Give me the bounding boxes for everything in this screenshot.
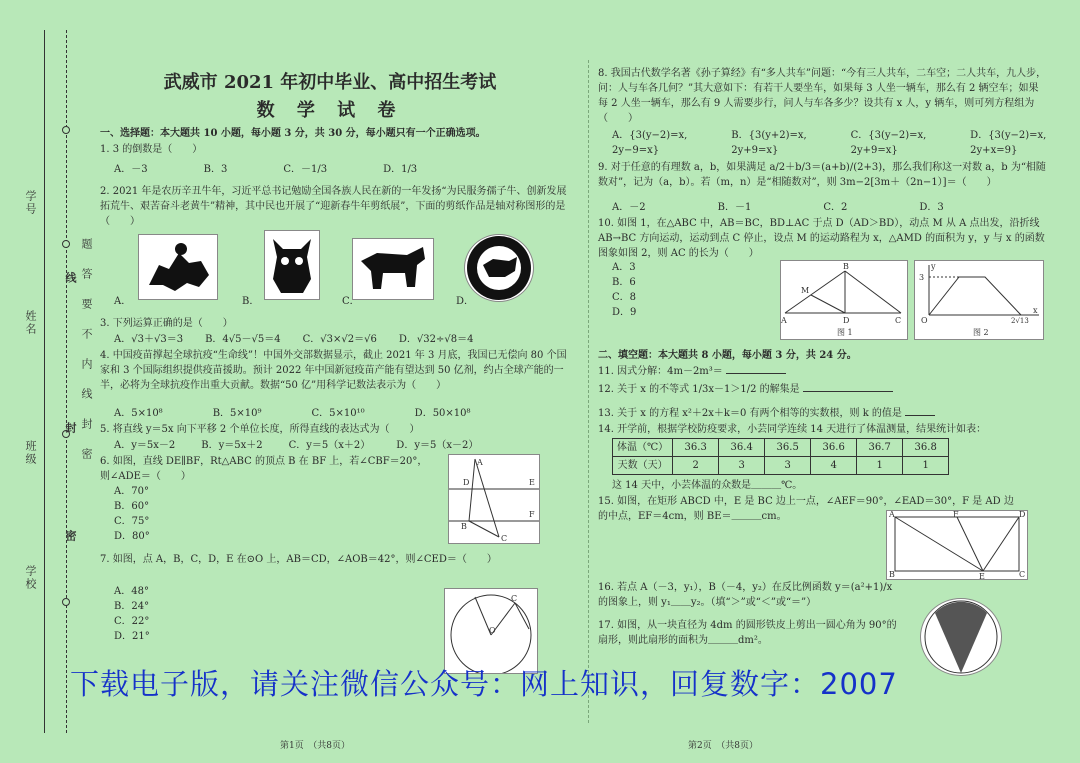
svg-text:D: D <box>1019 511 1026 519</box>
question-17 <box>598 618 898 648</box>
footer-left-page: 第1页 （共8页） <box>280 741 350 751</box>
table-cell: 36.3 <box>673 439 719 457</box>
answer-blank[interactable] <box>803 382 893 392</box>
option-b: B．－1 <box>717 202 752 213</box>
table-cell: 36.8 <box>903 439 949 457</box>
footer-right-page: 第2页 （共8页） <box>688 741 758 751</box>
q-text: 3 的倒数是（ ） <box>112 144 203 155</box>
binding-label-student-id: 学号 <box>24 190 37 216</box>
svg-text:E: E <box>529 478 535 487</box>
svg-text:A: A <box>889 511 895 519</box>
option-c: C．5×10¹⁰ <box>311 408 365 419</box>
q-num: 16. <box>598 582 614 593</box>
svg-text:F: F <box>953 511 959 519</box>
question-7 <box>100 552 570 567</box>
q-num: 4. <box>100 350 110 361</box>
option-c: C．－1/3 <box>283 164 328 175</box>
option-d: D．50×10⁸ <box>414 408 471 419</box>
q8-options <box>612 128 1062 158</box>
q-num: 11. <box>598 366 614 377</box>
svg-text:O: O <box>489 626 496 635</box>
binding-hole <box>62 126 70 134</box>
table-row <box>613 439 949 457</box>
option-d: D．80° <box>114 531 150 542</box>
section-2-heading: 二、填空题：本大题共 8 小题，每小题 3 分，共 24 分。 <box>598 350 857 361</box>
table-cell: 4 <box>811 457 857 475</box>
option-b: B．5×10⁹ <box>212 408 262 419</box>
q-num: 7. <box>100 554 110 565</box>
q-text: 如图，在矩形 ABCD 中，E 是 BC 边上一点，∠AEF＝90°，∠EAD＝30°，F 是 AD 边的中点，EF＝4cm，则 BE＝＿＿＿cm。 <box>598 496 1014 522</box>
option-c: C．22° <box>114 616 150 627</box>
marker-line: 线 <box>64 272 77 285</box>
exam-title: 武威市 2021 年初中毕业、高中招生考试 <box>163 72 497 93</box>
marker-secret: 密 <box>64 530 77 543</box>
option-d: D．y＝5（x－2） <box>396 440 479 451</box>
q-text: 对于任意的有理数 a，b，如果满足 a/2＋b/3＝(a+b)/(2+3)，那么我们称这一对数 a，b 为“相随数对”，记为（a，b）。若（m，n）是“相随数对”，则 3m−2[3m＋（2n−1）]＝（ ） <box>598 162 1046 188</box>
option-a: A．{3(y−2)=x, 2y−9=x} <box>612 130 688 156</box>
q6-options <box>114 484 214 544</box>
seal-char: 答 <box>80 268 93 281</box>
q-num: 13. <box>598 408 614 419</box>
q-text: 如图，直线 DE∥BF，Rt△ABC 的顶点 B 在 BF 上，若∠CBF＝20°，则∠ADE＝（ ） <box>100 456 428 482</box>
q-text: 中国疫苗撑起全球抗疫“生命线”！中国外交部数据显示，截止 2021 年 3 月底，我国已无偿向 80 个国家和 3 个国际组织提供疫苗援助。预计 2022 年中国新冠疫苗产能有望达到 50 亿剂，约占全球产能的一半，必将为全球抗疫作出重大贡献。数据“50 亿”用科学记数法表示为（ ） <box>100 350 567 391</box>
option-a: A．70° <box>114 486 149 497</box>
graph-origin: O <box>921 316 928 325</box>
option-a: A．√3＋√3＝3 <box>114 334 184 345</box>
svg-text:B: B <box>461 522 467 531</box>
table-cell: 36.7 <box>857 439 903 457</box>
table-row <box>613 457 949 475</box>
table-cell: 36.6 <box>811 439 857 457</box>
q-num: 9. <box>598 162 608 173</box>
seal-char: 封 <box>80 418 93 431</box>
papercut-image-d <box>464 234 534 302</box>
binding-margin <box>0 0 96 763</box>
seal-char: 不 <box>80 328 93 341</box>
graph-end: 2√13 <box>1011 317 1029 325</box>
q-text: 我国古代数学名著《孙子算经》有“多人共车”问题：“今有三人共车，二车空；二人共车，九人步，问：人与车各几何？”其大意如下：有若干人要坐车，如果每 3 人坐一辆车，那么有 2 辆空车；如果每 2 人坐一辆车，那么有 9 人需要步行，问人与车各多少？设共有 x 人，y 辆车，则可列方程组为（ ） <box>598 68 1047 124</box>
option-a: A．－3 <box>114 164 148 175</box>
question-9 <box>598 160 1048 190</box>
svg-text:C: C <box>501 534 508 543</box>
q-text: 如图，点 A，B，C，D，E 在⊙O 上，AB＝CD，∠AOB＝42°，则∠CED＝（ ） <box>112 554 497 565</box>
seal-char: 线 <box>80 388 93 401</box>
option-c: C．8 <box>612 292 637 303</box>
question-6 <box>100 454 430 484</box>
q3-options <box>114 332 584 347</box>
exam-subtitle: 数 学 试 卷 <box>256 100 404 121</box>
table-cell: 36.5 <box>765 439 811 457</box>
papercut-image-b <box>264 230 320 300</box>
svg-text:D: D <box>463 478 470 487</box>
seal-char: 题 <box>80 238 93 251</box>
q-num: 3. <box>100 318 110 329</box>
option-b: B．y＝5x＋2 <box>201 440 263 451</box>
option-d: D．1/3 <box>383 164 418 175</box>
temperature-table <box>612 438 949 475</box>
question-8 <box>598 66 1048 126</box>
option-d: D．√32÷√8＝4 <box>398 334 474 345</box>
binding-line-1 <box>44 30 45 733</box>
question-10 <box>598 216 1048 261</box>
q-num: 14. <box>598 424 614 435</box>
q-num: 10. <box>598 218 614 229</box>
answer-blank[interactable] <box>726 364 786 374</box>
right-column <box>598 66 1048 686</box>
marker-seal: 封 <box>64 422 77 435</box>
option-b: B．6 <box>612 277 636 288</box>
q-text: 将直线 y＝5x 向下平移 2 个单位长度，所得直线的表达式为（ ） <box>112 424 420 435</box>
question-13 <box>598 406 1048 421</box>
q-text: 如图，从一块直径为 4dm 的圆形铁皮上剪出一圆心角为 90°的扇形，则此扇形的面积为＿＿＿dm²。 <box>598 620 897 646</box>
table-cell: 1 <box>903 457 949 475</box>
table-cell: 3 <box>765 457 811 475</box>
option-a: A．48° <box>114 586 149 597</box>
q15-figure <box>886 510 1028 580</box>
answer-blank[interactable] <box>905 406 935 416</box>
papercut-image-c <box>352 238 434 300</box>
option-d: D．{3(y−2)=x, 2y+x=9} <box>970 130 1047 156</box>
question-4 <box>100 348 570 393</box>
binding-label-class: 班级 <box>24 440 37 466</box>
svg-text:C: C <box>895 316 902 325</box>
q-num: 15. <box>598 496 614 507</box>
option-c: C．2 <box>823 202 848 213</box>
q-text: 下列运算正确的是（ ） <box>112 318 233 329</box>
question-1 <box>100 142 570 157</box>
option-d: D． <box>456 296 475 307</box>
q-text: 因式分解：4m－2m³＝ <box>617 366 723 377</box>
question-11 <box>598 364 1048 379</box>
question-14 <box>598 422 1048 437</box>
fig2-caption: 图 2 <box>973 328 989 337</box>
question-14-tail <box>612 478 1062 493</box>
binding-line-2 <box>66 30 67 733</box>
binding-label-school: 学校 <box>24 565 37 591</box>
page-divider <box>588 60 589 723</box>
svg-text:C: C <box>1019 570 1026 579</box>
question-5 <box>100 422 570 437</box>
binding-label-name: 姓名 <box>24 310 37 336</box>
svg-text:A: A <box>477 458 483 467</box>
left-column <box>100 126 570 686</box>
svg-text:B: B <box>889 570 895 579</box>
q7-options <box>114 584 214 644</box>
svg-text:A: A <box>781 316 787 325</box>
table-cell: 36.4 <box>719 439 765 457</box>
q6-figure <box>448 454 540 544</box>
svg-text:B: B <box>843 262 849 271</box>
q5-options <box>114 438 584 453</box>
option-d: D．3 <box>919 202 944 213</box>
option-a: A．3 <box>612 262 636 273</box>
svg-text:D: D <box>843 316 850 325</box>
option-b: B．24° <box>114 601 150 612</box>
option-b: B．4√5－√5＝4 <box>205 334 281 345</box>
seal-char: 要 <box>80 298 93 311</box>
q-text: 关于 x 的方程 x²＋2x＋k＝0 有两个相等的实数根，则 k 的值是 <box>617 408 902 419</box>
graph-x-label: x <box>1033 306 1038 315</box>
q2-options <box>114 294 584 309</box>
option-c: C．{3(y−2)=x, 2y+9=x} <box>850 130 927 156</box>
q10-figure-2 <box>914 260 1044 340</box>
seal-char: 密 <box>80 448 93 461</box>
svg-text:F: F <box>529 510 535 519</box>
q-text: 2021 年是农历辛丑牛年，习近平总书记勉励全国各族人民在新的一年发扬“为民服务孺子牛、创新发展拓荒牛、艰苦奋斗老黄牛”精神，其中民也开展了“迎新春牛年剪纸展”，下面的剪纸作品是轴对称图形的是（ ） <box>100 186 567 227</box>
question-12 <box>598 382 1048 397</box>
option-a: A．y＝5x－2 <box>114 440 176 451</box>
q-text: 如图 1，在△ABC 中，AB＝BC，BD⊥AC 于点 D（AD＞BD），动点 M 从 A 点出发，沿折线 AB→BC 方向运动，运动到点 C 停止，设点 M 的运动路程为 x，△AMD 的面积为 y，y 与 x 的函数图象如图 2，则 AC 的长为（ ） <box>598 218 1045 259</box>
q-text: 这 14 天中，小芸体温的众数是＿＿＿℃。 <box>612 480 803 491</box>
table-cell: 1 <box>857 457 903 475</box>
fig1-caption: 图 1 <box>837 328 853 337</box>
option-c: C． <box>342 296 360 307</box>
option-c: C．y＝5（x＋2） <box>288 440 371 451</box>
option-a: A．－2 <box>612 202 646 213</box>
svg-text:E: E <box>979 572 985 579</box>
option-a: A． <box>114 296 132 307</box>
section-1-heading: 一、选择题：本大题共 10 小题，每小题 3 分，共 30 分，每小题只有一个正确选项。 <box>100 128 486 139</box>
option-d: D．9 <box>612 307 637 318</box>
option-b: B．60° <box>114 501 150 512</box>
table-cell: 体温（℃） <box>613 439 673 457</box>
q-num: 2. <box>100 186 110 197</box>
option-c: C．75° <box>114 516 150 527</box>
q10-figure-1 <box>780 260 908 340</box>
question-3 <box>100 316 570 331</box>
graph-3: 3 <box>919 273 925 282</box>
question-16 <box>598 580 898 610</box>
q4-options <box>114 406 584 421</box>
option-a: A．5×10⁸ <box>114 408 163 419</box>
q10-options <box>612 260 672 320</box>
q-num: 6. <box>100 456 110 467</box>
q9-options <box>612 200 1062 215</box>
binding-hole <box>62 598 70 606</box>
q-text: 开学前，根据学校防疫要求，小芸同学连续 14 天进行了体温测量，结果统计如表： <box>617 424 987 435</box>
q-num: 12. <box>598 384 614 395</box>
graph-y-label: y <box>931 262 936 271</box>
download-banner: 下载电子版，请关注微信公众号：网上知识，回复数字：2007 <box>70 667 898 701</box>
option-b: B．{3(y+2)=x, 2y+9=x} <box>731 130 807 156</box>
option-b: B．3 <box>203 164 228 175</box>
q-num: 17. <box>598 620 614 631</box>
q-text: 关于 x 的不等式 1/3x－1＞1/2 的解集是 <box>617 384 800 395</box>
table-cell: 天数（天） <box>613 457 673 475</box>
papercut-image-a <box>138 234 218 300</box>
table-cell: 3 <box>719 457 765 475</box>
svg-text:C: C <box>511 594 518 603</box>
q-num: 1. <box>100 144 110 155</box>
question-2 <box>100 184 570 229</box>
seal-char: 内 <box>80 358 93 371</box>
table-cell: 2 <box>673 457 719 475</box>
option-d: D．21° <box>114 631 150 642</box>
q-num: 8. <box>598 68 608 79</box>
q-num: 5. <box>100 424 110 435</box>
svg-text:M: M <box>801 286 810 295</box>
binding-hole <box>62 240 70 248</box>
option-b: B． <box>242 296 260 307</box>
q-text: 若点 A（－3，y₁），B（－4，y₂）在反比例函数 y＝(a²+1)/x 的图象上，则 y₁＿＿y₂。（填“＞”或“＜”或“＝”） <box>598 582 893 608</box>
q1-options <box>114 162 584 177</box>
option-c: C．√3×√2＝√6 <box>302 334 377 345</box>
